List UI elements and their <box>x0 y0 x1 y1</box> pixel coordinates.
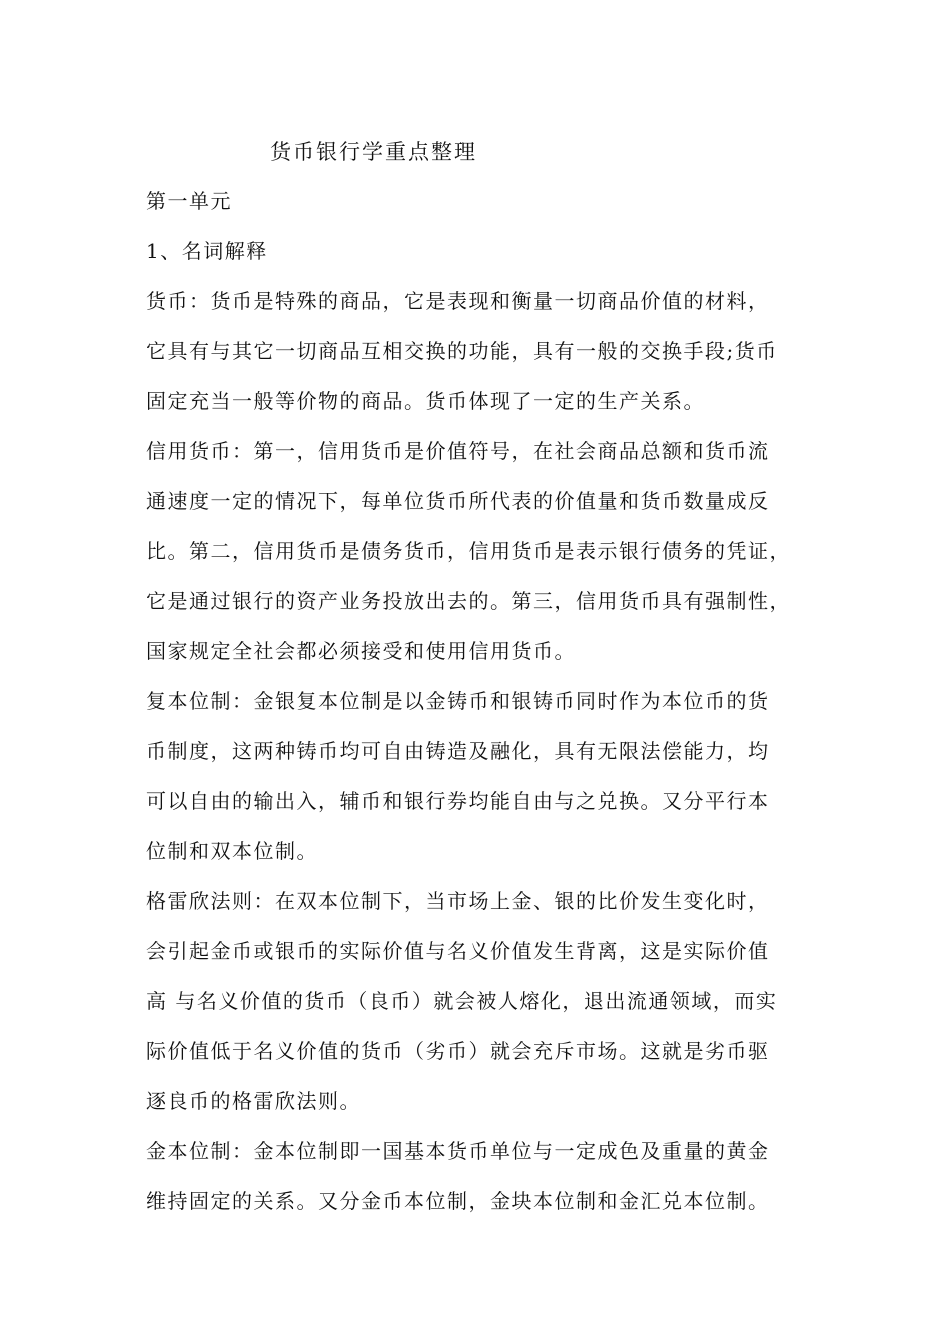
text-line: 位制和双本位制。 <box>146 839 318 863</box>
text-line: 比。第二，信用货币是债务货币，信用货币是表示银行债务的凭证， <box>146 539 791 563</box>
text-line: 它是通过银行的资产业务投放出去的。第三，信用货币具有强制性， <box>146 589 791 613</box>
text-line: 际价值低于名义价值的货币（劣币）就会充斥市场。这就是劣币驱 <box>146 1039 770 1063</box>
text-line: 高 与名义价值的货币（良币）就会被人熔化，退出流通领域，而实 <box>146 989 778 1013</box>
text-line: 国家规定全社会都必须接受和使用信用货币。 <box>146 639 576 663</box>
text-line: 币制度，这两种铸币均可自由铸造及融化，具有无限法偿能力，均 <box>146 739 770 763</box>
text-line: 可以自由的输出入，辅币和银行券均能自由与之兑换。又分平行本 <box>146 789 770 813</box>
text-line: 金本位制：金本位制即一国基本货币单位与一定成色及重量的黄金 <box>146 1139 770 1163</box>
text-line: 维持固定的关系。又分金币本位制，金块本位制和金汇兑本位制。 <box>146 1189 770 1213</box>
text-line: 会引起金币或银币的实际价值与名义价值发生背离，这是实际价值 <box>146 939 770 963</box>
text-line: 它具有与其它一切商品互相交换的功能，具有一般的交换手段;货币 <box>146 339 778 363</box>
text-line: 货币：货币是特殊的商品，它是表现和衡量一切商品价值的材料， <box>146 289 770 313</box>
text-line: 格雷欣法则：在双本位制下，当市场上金、银的比价发生变化时， <box>146 889 770 913</box>
text-line: 固定充当一般等价物的商品。货币体现了一定的生产关系。 <box>146 389 705 413</box>
document-title: 货币银行学重点整理 <box>270 140 477 164</box>
unit-heading: 第一单元 <box>146 189 232 213</box>
text-line: 信用货币：第一，信用货币是价值符号，在社会商品总额和货币流 <box>146 439 770 463</box>
text-line: 通速度一定的情况下，每单位货币所代表的价值量和货币数量成反 <box>146 489 770 513</box>
document-body <box>146 128 826 1226</box>
text-line: 复本位制：金银复本位制是以金铸币和银铸币同时作为本位币的货 <box>146 689 770 713</box>
section-heading: 1、名词解释 <box>146 239 268 263</box>
text-line: 逐良币的格雷欣法则。 <box>146 1089 361 1113</box>
